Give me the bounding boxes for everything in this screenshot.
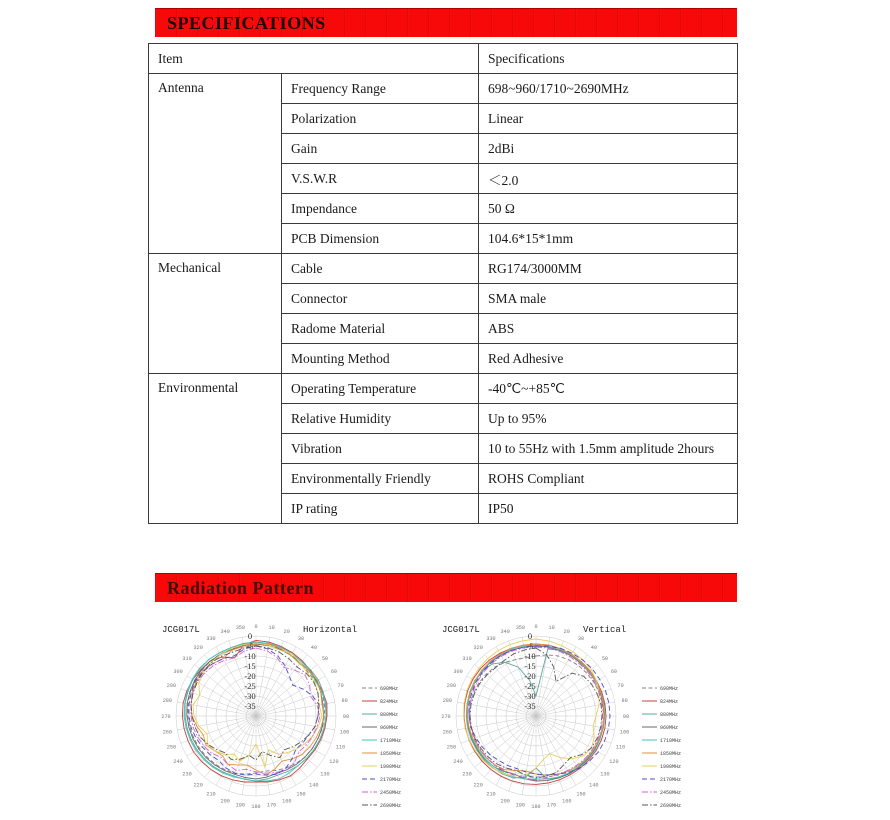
item-cell: Polarization [282, 104, 479, 134]
angle-tick-label: 190 [515, 802, 526, 809]
angle-tick-label: 90 [342, 713, 350, 720]
vertical-pattern-chart [430, 616, 710, 818]
angle-tick-label: 170 [266, 802, 277, 809]
angle-tick-label: 0 [534, 623, 538, 630]
angle-tick-label: 280 [442, 698, 453, 705]
value-cell: -40℃~+85℃ [479, 374, 738, 404]
radial-tick-label: -15 [244, 661, 256, 671]
radial-tick-label: -10 [524, 651, 536, 661]
angle-tick-label: 180 [531, 803, 541, 810]
angle-tick-label: 10 [548, 625, 555, 632]
angle-tick-label: 140 [309, 782, 319, 789]
angle-tick-label: 60 [610, 668, 618, 675]
angle-tick-label: 260 [442, 729, 453, 736]
legend-label: 2450MHz [660, 789, 682, 796]
angle-tick-label: 100 [339, 729, 350, 736]
angle-tick-label: 90 [622, 713, 630, 720]
table-row [149, 374, 738, 404]
legend-label: 698MHz [660, 685, 679, 692]
angle-tick-label: 180 [251, 803, 261, 810]
angle-tick-label: 230 [182, 771, 192, 778]
radial-tick-label: -25 [524, 681, 536, 691]
spec-table [148, 43, 738, 524]
value-cell: 698~960/1710~2690MHz [479, 74, 738, 104]
angle-tick-label: 320 [473, 644, 483, 651]
angle-tick-label: 190 [235, 802, 246, 809]
angle-tick-label: 200 [220, 798, 230, 805]
legend-label: 824MHz [660, 698, 679, 705]
radiation-pattern-banner [155, 573, 737, 602]
angle-tick-label: 30 [577, 635, 585, 642]
radial-tick-label: -30 [524, 691, 536, 701]
angle-tick-label: 80 [341, 698, 348, 705]
angle-tick-label: 150 [296, 791, 306, 798]
radial-tick-label: -5 [526, 641, 534, 651]
angle-tick-label: 280 [162, 698, 173, 705]
value-cell: Up to 95% [479, 404, 738, 434]
radial-tick-label: 0 [247, 631, 253, 641]
value-cell: Red Adhesive [479, 344, 738, 374]
radiation-pattern-charts [150, 616, 710, 818]
legend-label: 698MHz [380, 685, 399, 692]
angle-tick-label: 220 [193, 782, 203, 789]
legend-label: 880MHz [660, 711, 679, 718]
angle-tick-label: 210 [486, 791, 496, 798]
legend-label: 2450MHz [380, 789, 402, 796]
angle-tick-label: 340 [500, 629, 510, 636]
angle-tick-label: 300 [453, 668, 463, 675]
item-cell: IP rating [282, 494, 479, 524]
legend-label: 2690MHz [380, 802, 402, 809]
value-cell: IP50 [479, 494, 738, 524]
legend-label: 1990MHz [380, 763, 402, 770]
specifications-banner-title: SPECIFICATIONS [167, 12, 326, 33]
radial-tick-label: -10 [244, 651, 256, 661]
angle-tick-label: 100 [619, 729, 630, 736]
header-specifications-cell: Specifications [479, 44, 738, 74]
angle-tick-label: 330 [486, 635, 496, 642]
item-cell: Operating Temperature [282, 374, 479, 404]
chart-model-label: JCG017L [442, 625, 480, 635]
table-row [149, 74, 738, 104]
item-cell: PCB Dimension [282, 224, 479, 254]
item-cell: Radome Material [282, 314, 479, 344]
angle-tick-label: 60 [330, 668, 338, 675]
angle-tick-label: 350 [235, 625, 246, 632]
legend-label: 2170MHz [660, 776, 682, 783]
item-cell: Frequency Range [282, 74, 479, 104]
angle-tick-label: 330 [206, 635, 216, 642]
angle-tick-label: 200 [500, 798, 510, 805]
radial-tick-label: -25 [244, 681, 256, 691]
legend-label: 1850MHz [660, 750, 682, 757]
item-cell: Connector [282, 284, 479, 314]
angle-tick-label: 150 [576, 791, 586, 798]
radial-tick-label: -5 [246, 641, 254, 651]
angle-tick-label: 120 [609, 758, 619, 765]
spec-table-body [149, 44, 738, 524]
value-cell: 10 to 55Hz with 1.5mm amplitude 2hours [479, 434, 738, 464]
radial-tick-label: -30 [244, 691, 256, 701]
angle-tick-label: 170 [546, 802, 557, 809]
legend-label: 1710MHz [380, 737, 402, 744]
angle-tick-label: 270 [161, 713, 171, 720]
angle-tick-label: 50 [321, 655, 329, 662]
category-cell: Mechanical [149, 254, 282, 374]
angle-tick-label: 320 [193, 644, 203, 651]
item-cell: Impendance [282, 194, 479, 224]
angle-tick-label: 50 [601, 655, 609, 662]
legend-label: 2690MHz [660, 802, 682, 809]
radial-tick-label: -35 [244, 701, 256, 711]
legend-label: 960MHz [380, 724, 399, 731]
angle-tick-label: 310 [182, 655, 192, 662]
category-cell: Antenna [149, 74, 282, 254]
chart-title: Horizontal [303, 625, 358, 635]
angle-tick-label: 20 [283, 629, 290, 636]
angle-tick-label: 40 [590, 644, 597, 651]
angle-tick-label: 140 [589, 782, 599, 789]
angle-tick-label: 110 [615, 744, 626, 751]
angle-tick-label: 80 [621, 698, 628, 705]
legend-label: 1850MHz [380, 750, 402, 757]
angle-tick-label: 210 [206, 791, 216, 798]
legend-label: 824MHz [380, 698, 399, 705]
value-cell: ROHS Compliant [479, 464, 738, 494]
angle-tick-label: 350 [515, 625, 526, 632]
angle-tick-label: 240 [453, 758, 463, 765]
item-cell: Gain [282, 134, 479, 164]
angle-tick-label: 20 [563, 629, 570, 636]
angle-tick-label: 290 [446, 683, 457, 690]
angle-tick-label: 70 [337, 683, 344, 690]
angle-tick-label: 260 [162, 729, 173, 736]
angle-tick-label: 40 [310, 644, 317, 651]
specifications-banner [155, 8, 737, 37]
angle-tick-label: 160 [282, 798, 292, 805]
table-row [149, 254, 738, 284]
angle-tick-label: 340 [220, 629, 230, 636]
value-cell: Linear [479, 104, 738, 134]
angle-tick-label: 220 [473, 782, 483, 789]
angle-tick-label: 30 [297, 635, 305, 642]
angle-tick-label: 10 [268, 625, 275, 632]
horizontal-pattern-chart [150, 616, 430, 818]
value-cell: 104.6*15*1mm [479, 224, 738, 254]
legend-label: 1710MHz [660, 737, 682, 744]
radial-tick-label: -20 [244, 671, 256, 681]
angle-tick-label: 310 [462, 655, 472, 662]
value-cell: SMA male [479, 284, 738, 314]
angle-tick-label: 130 [600, 771, 610, 778]
angle-tick-label: 290 [166, 683, 177, 690]
value-cell: RG174/3000MM [479, 254, 738, 284]
angle-tick-label: 160 [562, 798, 572, 805]
angle-tick-label: 130 [320, 771, 330, 778]
item-cell: Cable [282, 254, 479, 284]
header-item-cell: Item [149, 44, 479, 74]
angle-tick-label: 0 [254, 623, 258, 630]
angle-tick-label: 120 [329, 758, 339, 765]
angle-tick-label: 270 [441, 713, 451, 720]
chart-model-label: JCG017L [162, 625, 200, 635]
value-cell: 2dBi [479, 134, 738, 164]
spec-table-header-row [149, 44, 738, 74]
legend-label: 880MHz [380, 711, 399, 718]
item-cell: Relative Humidity [282, 404, 479, 434]
chart-title: Vertical [583, 625, 627, 635]
value-cell: ABS [479, 314, 738, 344]
angle-tick-label: 230 [462, 771, 472, 778]
radial-tick-label: -15 [524, 661, 536, 671]
radial-tick-label: -20 [524, 671, 536, 681]
category-cell: Environmental [149, 374, 282, 524]
angle-tick-label: 70 [617, 683, 624, 690]
value-cell: 50 Ω [479, 194, 738, 224]
legend-label: 1990MHz [660, 763, 682, 770]
angle-tick-label: 240 [173, 758, 183, 765]
angle-tick-label: 250 [446, 744, 457, 751]
radial-tick-label: 0 [527, 631, 533, 641]
legend-label: 960MHz [660, 724, 679, 731]
angle-tick-label: 250 [166, 744, 177, 751]
radiation-pattern-banner-title: Radiation Pattern [167, 577, 314, 598]
radial-tick-label: -35 [524, 701, 536, 711]
item-cell: V.S.W.R [282, 164, 479, 194]
value-cell: ＜2.0 [479, 164, 738, 194]
angle-tick-label: 300 [173, 668, 183, 675]
angle-tick-label: 110 [335, 744, 346, 751]
legend-label: 2170MHz [380, 776, 402, 783]
item-cell: Environmentally Friendly [282, 464, 479, 494]
item-cell: Vibration [282, 434, 479, 464]
item-cell: Mounting Method [282, 344, 479, 374]
